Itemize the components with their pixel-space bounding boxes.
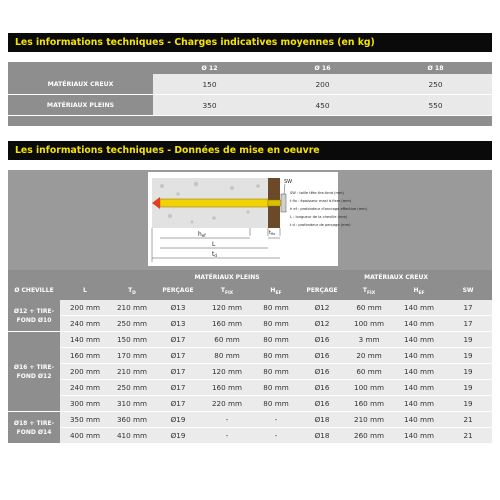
table-cell: 140 mm [394,364,444,380]
loads-col-header: Ø 18 [379,62,492,74]
table-cell: 210 mm [110,364,154,380]
table-row [8,428,492,444]
table-cell: 100 mm [344,316,394,332]
loads-header-row [8,62,492,74]
table-row [8,95,492,116]
load-value: 200 [266,74,379,95]
table-cell: Ø17 [154,332,202,348]
table-cell: 250 mm [110,380,154,396]
table-cell: 60 mm [202,332,252,348]
table-cell: Ø19 [154,412,202,428]
col-header: SW [444,284,492,300]
table-cell: 21 [444,428,492,444]
table-cell: 19 [444,332,492,348]
col-header: $T_{FIX}$ [344,284,394,300]
loads-banner: Les informations techniques - Charges indicatives moyennes (en kg) [8,33,492,52]
table-cell: 60 mm [344,364,394,380]
table-cell: 160 mm [202,316,252,332]
table-row [8,396,492,412]
table-cell: - [252,428,300,444]
table-cell: 17 [444,300,492,316]
loads-col-header: Ø 12 [153,62,266,74]
table-cell: 360 mm [110,412,154,428]
table-row [8,348,492,364]
load-value: 250 [379,74,492,95]
table-row [8,364,492,380]
table-cell: 250 mm [110,316,154,332]
legend-item: SW : taille tête tire-fond (mm) [290,191,344,195]
table-cell: Ø19 [154,428,202,444]
table-cell: 19 [444,380,492,396]
table-cell: 160 mm [202,380,252,396]
table-row [8,412,492,428]
table-cell: Ø17 [154,380,202,396]
col-header: $T_{FIX}$ [202,284,252,300]
table-footer-band [8,116,492,127]
table-cell: 200 mm [60,364,110,380]
td-label: td [212,251,217,258]
table-cell: 19 [444,364,492,380]
table-cell: 200 mm [60,300,110,316]
table-cell: Ø16 [300,332,344,348]
table-cell: Ø16 [300,380,344,396]
sw-label: SW [284,179,293,185]
group-header-row [8,270,492,284]
table-cell: 400 mm [60,428,110,444]
setup-banner: Les informations techniques - Données de mise en oeuvre [8,141,492,160]
table-cell: 80 mm [252,348,300,364]
table-cell: 80 mm [252,396,300,412]
col-header: Ø CHEVILLE [8,284,60,300]
table-cell: Ø12 [300,316,344,332]
table-cell: 240 mm [60,316,110,332]
col-header: $H_{EF}$ [252,284,300,300]
table-cell: 140 mm [394,316,444,332]
col-header: L [60,284,110,300]
load-value: 350 [153,95,266,116]
table-cell: Ø17 [154,396,202,412]
table-cell: Ø18 [300,412,344,428]
table-cell: 19 [444,348,492,364]
table-cell: 19 [444,396,492,412]
legend-item: t fix : épaisseur maxi à fixer (mm) [290,199,352,203]
loads-table [8,62,492,126]
table-cell: Ø17 [154,364,202,380]
table-cell: - [252,412,300,428]
setup-table [8,270,492,444]
setup-body [8,300,492,444]
table-row [8,74,492,95]
legend-item: h ef : profondeur d'ancrage effective (mm) [290,207,368,211]
table-cell: 410 mm [110,428,154,444]
table-cell: 260 mm [344,428,394,444]
load-value: 150 [153,74,266,95]
col-header: PERÇAGE [300,284,344,300]
table-cell: 80 mm [252,364,300,380]
table-cell: 140 mm [394,428,444,444]
table-cell: 210 mm [110,300,154,316]
table-cell: 240 mm [60,380,110,396]
table-cell: Ø16 [300,364,344,380]
load-value: 450 [266,95,379,116]
table-cell: 120 mm [202,364,252,380]
table-cell: 140 mm [394,348,444,364]
loads-col-header: Ø 16 [266,62,379,74]
table-row [8,332,492,348]
row-label: MATÉRIAUX CREUX [8,74,153,95]
table-cell: 17 [444,316,492,332]
table-cell: 80 mm [252,316,300,332]
table-cell: Ø17 [154,348,202,364]
table-cell: 140 mm [394,396,444,412]
table-cell: - [202,428,252,444]
anchor-diagram [148,172,368,266]
table-cell: Ø13 [154,316,202,332]
group-header-pleins: MATÉRIAUX PLEINS [154,270,300,284]
table-cell: Ø16 [300,396,344,412]
table-cell: 80 mm [252,380,300,396]
table-cell: 100 mm [344,380,394,396]
table-cell: 140 mm [394,380,444,396]
anchor-group-label: Ø16 + TIRE-FOND Ø12 [8,332,60,412]
table-cell: 170 mm [110,348,154,364]
length-label: L [212,241,216,248]
tfix-label: $t_{fix}$ [269,230,276,236]
anchor-group-label: Ø12 + TIRE-FOND Ø10 [8,300,60,332]
table-cell: 160 mm [60,348,110,364]
table-cell: 300 mm [60,396,110,412]
table-cell: 80 mm [252,300,300,316]
table-cell: 350 mm [60,412,110,428]
hef-label: hef [198,231,206,238]
table-cell: 3 mm [344,332,394,348]
table-cell: 80 mm [202,348,252,364]
col-header: PERÇAGE [154,284,202,300]
table-row [8,380,492,396]
table-cell: 60 mm [344,300,394,316]
table-row [8,316,492,332]
table-cell: 80 mm [252,332,300,348]
table-cell: 160 mm [344,396,394,412]
anchor-group-label: Ø18 + TIRE-FOND Ø14 [8,412,60,444]
col-header: $T_D$ [110,284,154,300]
table-cell: 120 mm [202,300,252,316]
legend-item: L : longueur de la cheville (mm) [290,215,348,219]
table-cell: Ø18 [300,428,344,444]
table-cell: 220 mm [202,396,252,412]
table-cell: 21 [444,412,492,428]
loads-corner [8,62,153,74]
col-header: $H_{EF}$ [394,284,444,300]
row-label: MATÉRIAUX PLEINS [8,95,153,116]
group-header-creux: MATÉRIAUX CREUX [300,270,492,284]
table-cell: Ø13 [154,300,202,316]
table-cell: 140 mm [60,332,110,348]
legend-item: t d : profondeur de perçage (mm) [290,223,351,227]
table-cell: 150 mm [110,332,154,348]
table-row [8,300,492,316]
table-cell: - [202,412,252,428]
table-cell: 140 mm [394,412,444,428]
load-value: 550 [379,95,492,116]
table-cell: Ø12 [300,300,344,316]
column-header-row [8,284,492,300]
table-cell: 20 mm [344,348,394,364]
table-cell: 140 mm [394,300,444,316]
table-cell: 210 mm [344,412,394,428]
table-cell: 310 mm [110,396,154,412]
table-cell: Ø16 [300,348,344,364]
table-cell: 140 mm [394,332,444,348]
